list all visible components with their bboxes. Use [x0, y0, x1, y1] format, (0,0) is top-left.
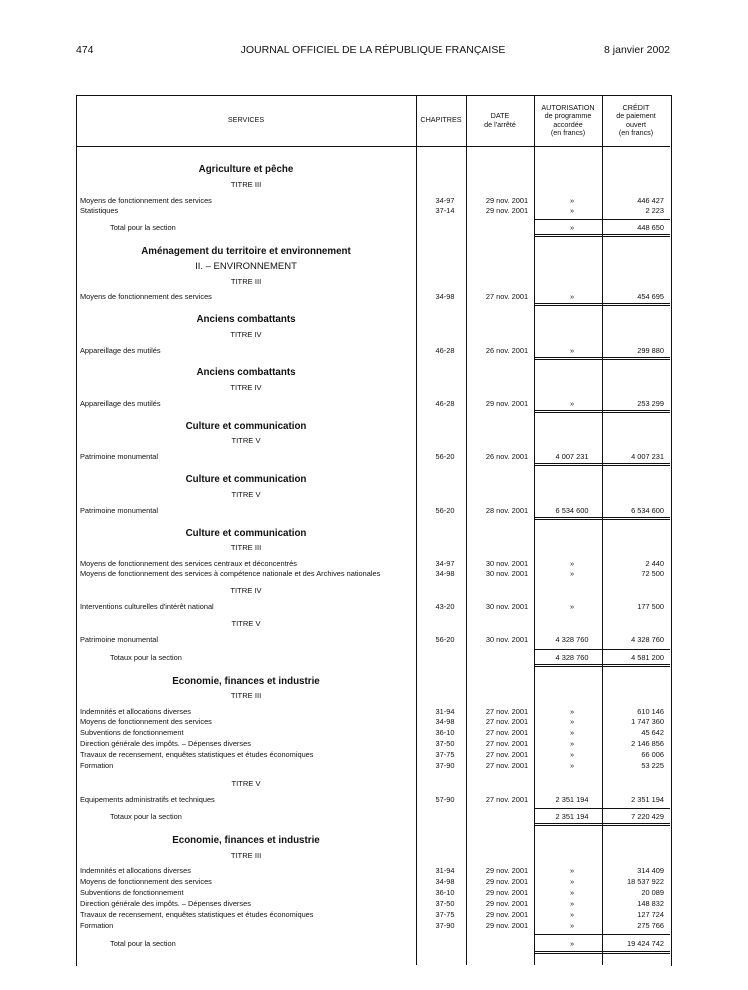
table-row: Appareillage des mutilés 46-28 29 nov. 2001 » 253 299 — [80, 399, 664, 408]
table-row: Appareillage des mutilés 46-28 26 nov. 2001 » 299 880 — [80, 346, 664, 355]
table-row: Interventions culturelles d'intérêt national 43-20 30 nov. 2001 » 177 500 — [80, 602, 664, 611]
total-double-rule — [534, 463, 670, 466]
titre-heading: TITRE V — [231, 436, 261, 445]
table-row: Travaux de recensement, enquêtes statistiques et études économiques 37-75 29 nov. 2001 » 127 724 — [80, 910, 664, 919]
table-row: Patrimoine monumental 56-20 28 nov. 2001 6 534 600 6 534 600 — [80, 506, 664, 515]
table-row: Direction générale des impôts. – Dépenses diverses 37-50 29 nov. 2001 » 148 832 — [80, 899, 664, 908]
total-double-rule — [534, 234, 670, 237]
issue-date: 8 janvier 2002 — [604, 44, 670, 56]
section-title: Culture et communication — [185, 474, 307, 485]
table-row: Subventions de fonctionnement 36-10 27 nov. 2001 » 45 642 — [80, 728, 664, 737]
section-title: Economie, finances et industrie — [172, 676, 320, 687]
total-row: Totaux pour la section 2 351 194 7 220 429 — [110, 812, 664, 821]
column-header-services: SERVICES — [227, 115, 265, 125]
table-row: Moyens de fonctionnement des services 34-98 29 nov. 2001 » 18 537 922 — [80, 877, 664, 886]
table-row: Statistiques 37-14 29 nov. 2001 » 2 223 — [80, 206, 664, 215]
total-double-rule — [534, 664, 670, 667]
journal-title: JOURNAL OFFICIEL DE LA RÉPUBLIQUE FRANÇAISE — [240, 44, 506, 56]
column-header-credit: CRÉDIT de paiement ouvert (en francs) — [616, 102, 656, 137]
column-header-date: DATE de l'arrêté — [484, 111, 516, 129]
titre-heading: TITRE III — [230, 543, 262, 552]
titre-heading: TITRE III — [230, 180, 262, 189]
total-double-rule — [534, 303, 670, 306]
total-double-rule — [534, 357, 670, 360]
section-title: Aménagement du territoire et environnement — [141, 246, 351, 257]
subtotal-rule — [534, 649, 670, 650]
column-header-chapitres: CHAPITRES — [420, 115, 462, 125]
total-row: Totaux pour la section 4 328 760 4 581 200 — [110, 653, 664, 662]
table-row: Moyens de fonctionnement des services centraux et déconcentrés 34-97 30 nov. 2001 » 2 440 — [80, 559, 664, 568]
table-row: Formation 37-90 27 nov. 2001 » 53 225 — [80, 761, 664, 770]
titre-heading: TITRE V — [231, 779, 261, 788]
total-double-rule — [534, 517, 670, 520]
section-title: Anciens combattants — [196, 367, 296, 378]
section-title: Culture et communication — [185, 528, 307, 539]
section-title: Agriculture et pêche — [198, 164, 294, 175]
subtotal-rule — [534, 934, 670, 935]
table-row: Moyens de fonctionnement des services 34-98 27 nov. 2001 » 454 695 — [80, 292, 664, 301]
table-row: Direction générale des impôts. – Dépenses diverses 37-50 27 nov. 2001 » 2 146 856 — [80, 739, 664, 748]
table-row: Equipements administratifs et techniques 57-90 27 nov. 2001 2 351 194 2 351 194 — [80, 795, 664, 804]
titre-heading: TITRE V — [231, 490, 261, 499]
titre-heading: TITRE IV — [230, 383, 262, 392]
table-row: Moyens de fonctionnement des services 34-97 29 nov. 2001 » 446 427 — [80, 196, 664, 205]
table-row: Formation 37-90 29 nov. 2001 » 275 766 — [80, 921, 664, 930]
titre-heading: TITRE III — [230, 691, 262, 700]
titre-heading: TITRE V — [231, 619, 261, 628]
table-row: Indemnités et allocations diverses 31-94 29 nov. 2001 » 314 409 — [80, 866, 664, 875]
section-title: Economie, finances et industrie — [172, 835, 320, 846]
table-row: Patrimoine monumental 56-20 30 nov. 2001 4 328 760 4 328 760 — [80, 635, 664, 644]
total-double-rule — [534, 410, 670, 413]
titre-heading: TITRE IV — [230, 330, 262, 339]
section-title: Culture et communication — [185, 421, 307, 432]
table-row: Moyens de fonctionnement des services à compétence nationale et des Archives nationales 34-98 30 nov. 2001 » 72 500 — [80, 569, 664, 578]
table-row: Moyens de fonctionnement des services 34-98 27 nov. 2001 » 1 747 360 — [80, 717, 664, 726]
total-row: Total pour la section » 448 650 — [110, 223, 664, 232]
table-row: Patrimoine monumental 56-20 26 nov. 2001 4 007 231 4 007 231 — [80, 452, 664, 461]
subtotal-rule — [534, 808, 670, 809]
titre-heading: TITRE III — [230, 851, 262, 860]
section-subtitle: II. – ENVIRONNEMENT — [195, 261, 297, 272]
header-separator — [76, 146, 670, 147]
table-row: Indemnités et allocations diverses 31-94 27 nov. 2001 » 610 146 — [80, 707, 664, 716]
page-number: 474 — [76, 44, 94, 56]
column-header-autorisation: AUTORISATION de programme accordée (en francs) — [541, 102, 595, 137]
titre-heading: TITRE III — [230, 277, 262, 286]
section-title: Anciens combattants — [196, 314, 296, 325]
table-row: Subventions de fonctionnement 36-10 29 nov. 2001 » 20 089 — [80, 888, 664, 897]
subtotal-rule — [534, 219, 670, 220]
titre-heading: TITRE IV — [230, 586, 262, 595]
total-double-rule — [534, 823, 670, 826]
table-row: Travaux de recensement, enquêtes statistiques et études économiques 37-75 27 nov. 2001 » 66 006 — [80, 750, 664, 759]
total-row: Total pour la section » 19 424 742 — [110, 939, 664, 948]
total-double-rule — [534, 951, 670, 954]
